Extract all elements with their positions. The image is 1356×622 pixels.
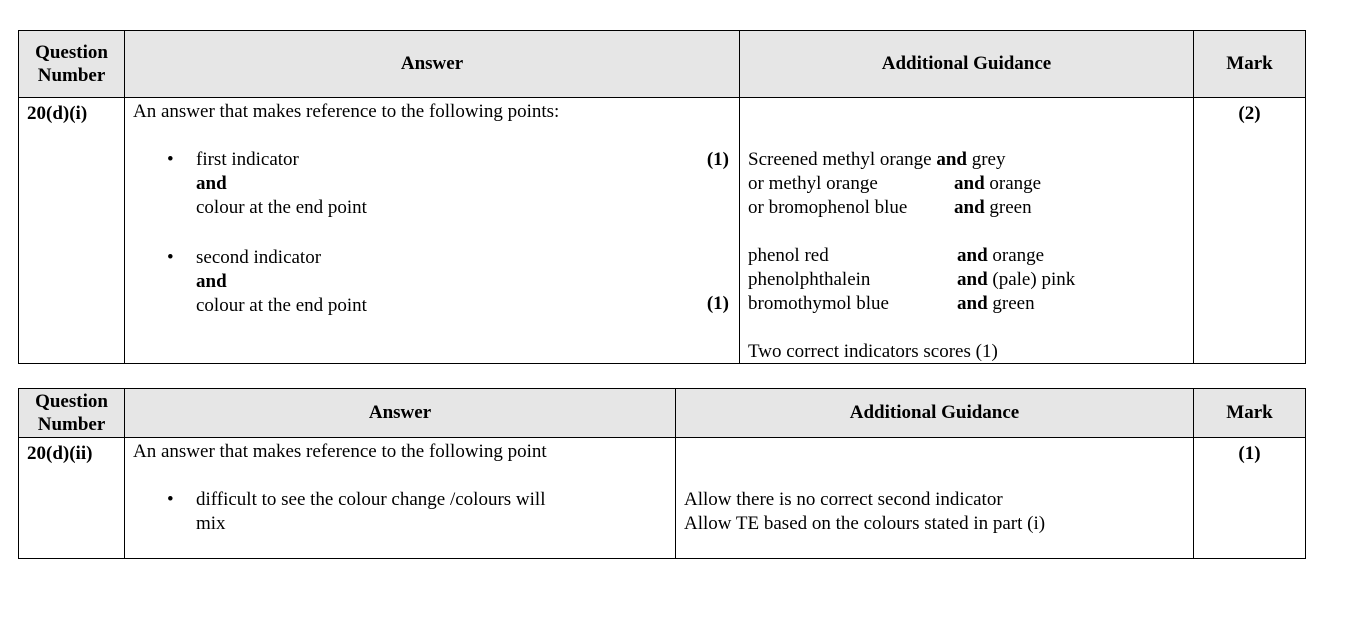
bullet1-mark: (1) [706, 149, 729, 170]
mark-scheme-table-2 [18, 388, 1306, 559]
guidance-row-5b: and (pale) pink [957, 269, 1076, 290]
guidance-row-4a: phenol red [748, 245, 829, 266]
bullet2-line2: and [196, 271, 227, 292]
question-number: 20(d)(i) [19, 98, 125, 364]
header-mark: Mark [1194, 31, 1306, 98]
guidance-row-3b: and green [954, 197, 1032, 218]
mark-value: (1) [1194, 438, 1306, 559]
guidance-row-1: Screened methyl orange and grey [748, 149, 1006, 170]
bullet1-line1: difficult to see the colour change /colours will [196, 489, 546, 510]
bullet2-mark: (1) [706, 293, 729, 314]
guidance-line-1: Allow there is no correct second indicator [684, 489, 1003, 510]
header-guidance: Additional Guidance [740, 31, 1194, 98]
guidance-row-5a: phenolphthalein [748, 269, 871, 290]
bullet-icon: • [167, 149, 174, 170]
question-number: 20(d)(ii) [19, 438, 125, 559]
header-question-number: Question Number [19, 389, 125, 438]
guidance-row-6a: bromothymol blue [748, 293, 889, 314]
header-mark: Mark [1194, 389, 1306, 438]
guidance-line-2: Allow TE based on the colours stated in part (i) [684, 513, 1046, 534]
bullet1-line2: and [196, 173, 227, 194]
header-guidance: Additional Guidance [676, 389, 1194, 438]
guidance-cell [740, 98, 1194, 364]
bullet-icon: • [167, 247, 174, 268]
header-question-number: Question Number [19, 31, 125, 98]
bullet1-line2: mix [196, 513, 226, 534]
guidance-cell [676, 438, 1194, 559]
guidance-row-6b: and green [957, 293, 1035, 314]
mark-scheme-table-1 [18, 30, 1306, 364]
answer-cell [125, 438, 676, 559]
mark-value: (2) [1194, 98, 1306, 364]
answer-intro: An answer that makes reference to the following point [133, 441, 547, 462]
guidance-row-3a: or bromophenol blue [748, 197, 908, 218]
guidance-row-4b: and orange [957, 245, 1045, 266]
header-answer: Answer [125, 389, 676, 438]
header-answer: Answer [125, 31, 740, 98]
answer-cell [125, 98, 740, 364]
bullet1-line3: colour at the end point [196, 197, 367, 218]
guidance-row-2a: or methyl orange [748, 173, 878, 194]
guidance-note: Two correct indicators scores (1) [748, 341, 998, 362]
bullet1-line1: first indicator [196, 149, 299, 170]
answer-intro: An answer that makes reference to the following points: [133, 101, 560, 122]
bullet2-line3: colour at the end point [196, 295, 367, 316]
bullet-icon: • [167, 489, 174, 510]
bullet2-line1: second indicator [196, 247, 322, 268]
guidance-row-2b: and orange [954, 173, 1042, 194]
